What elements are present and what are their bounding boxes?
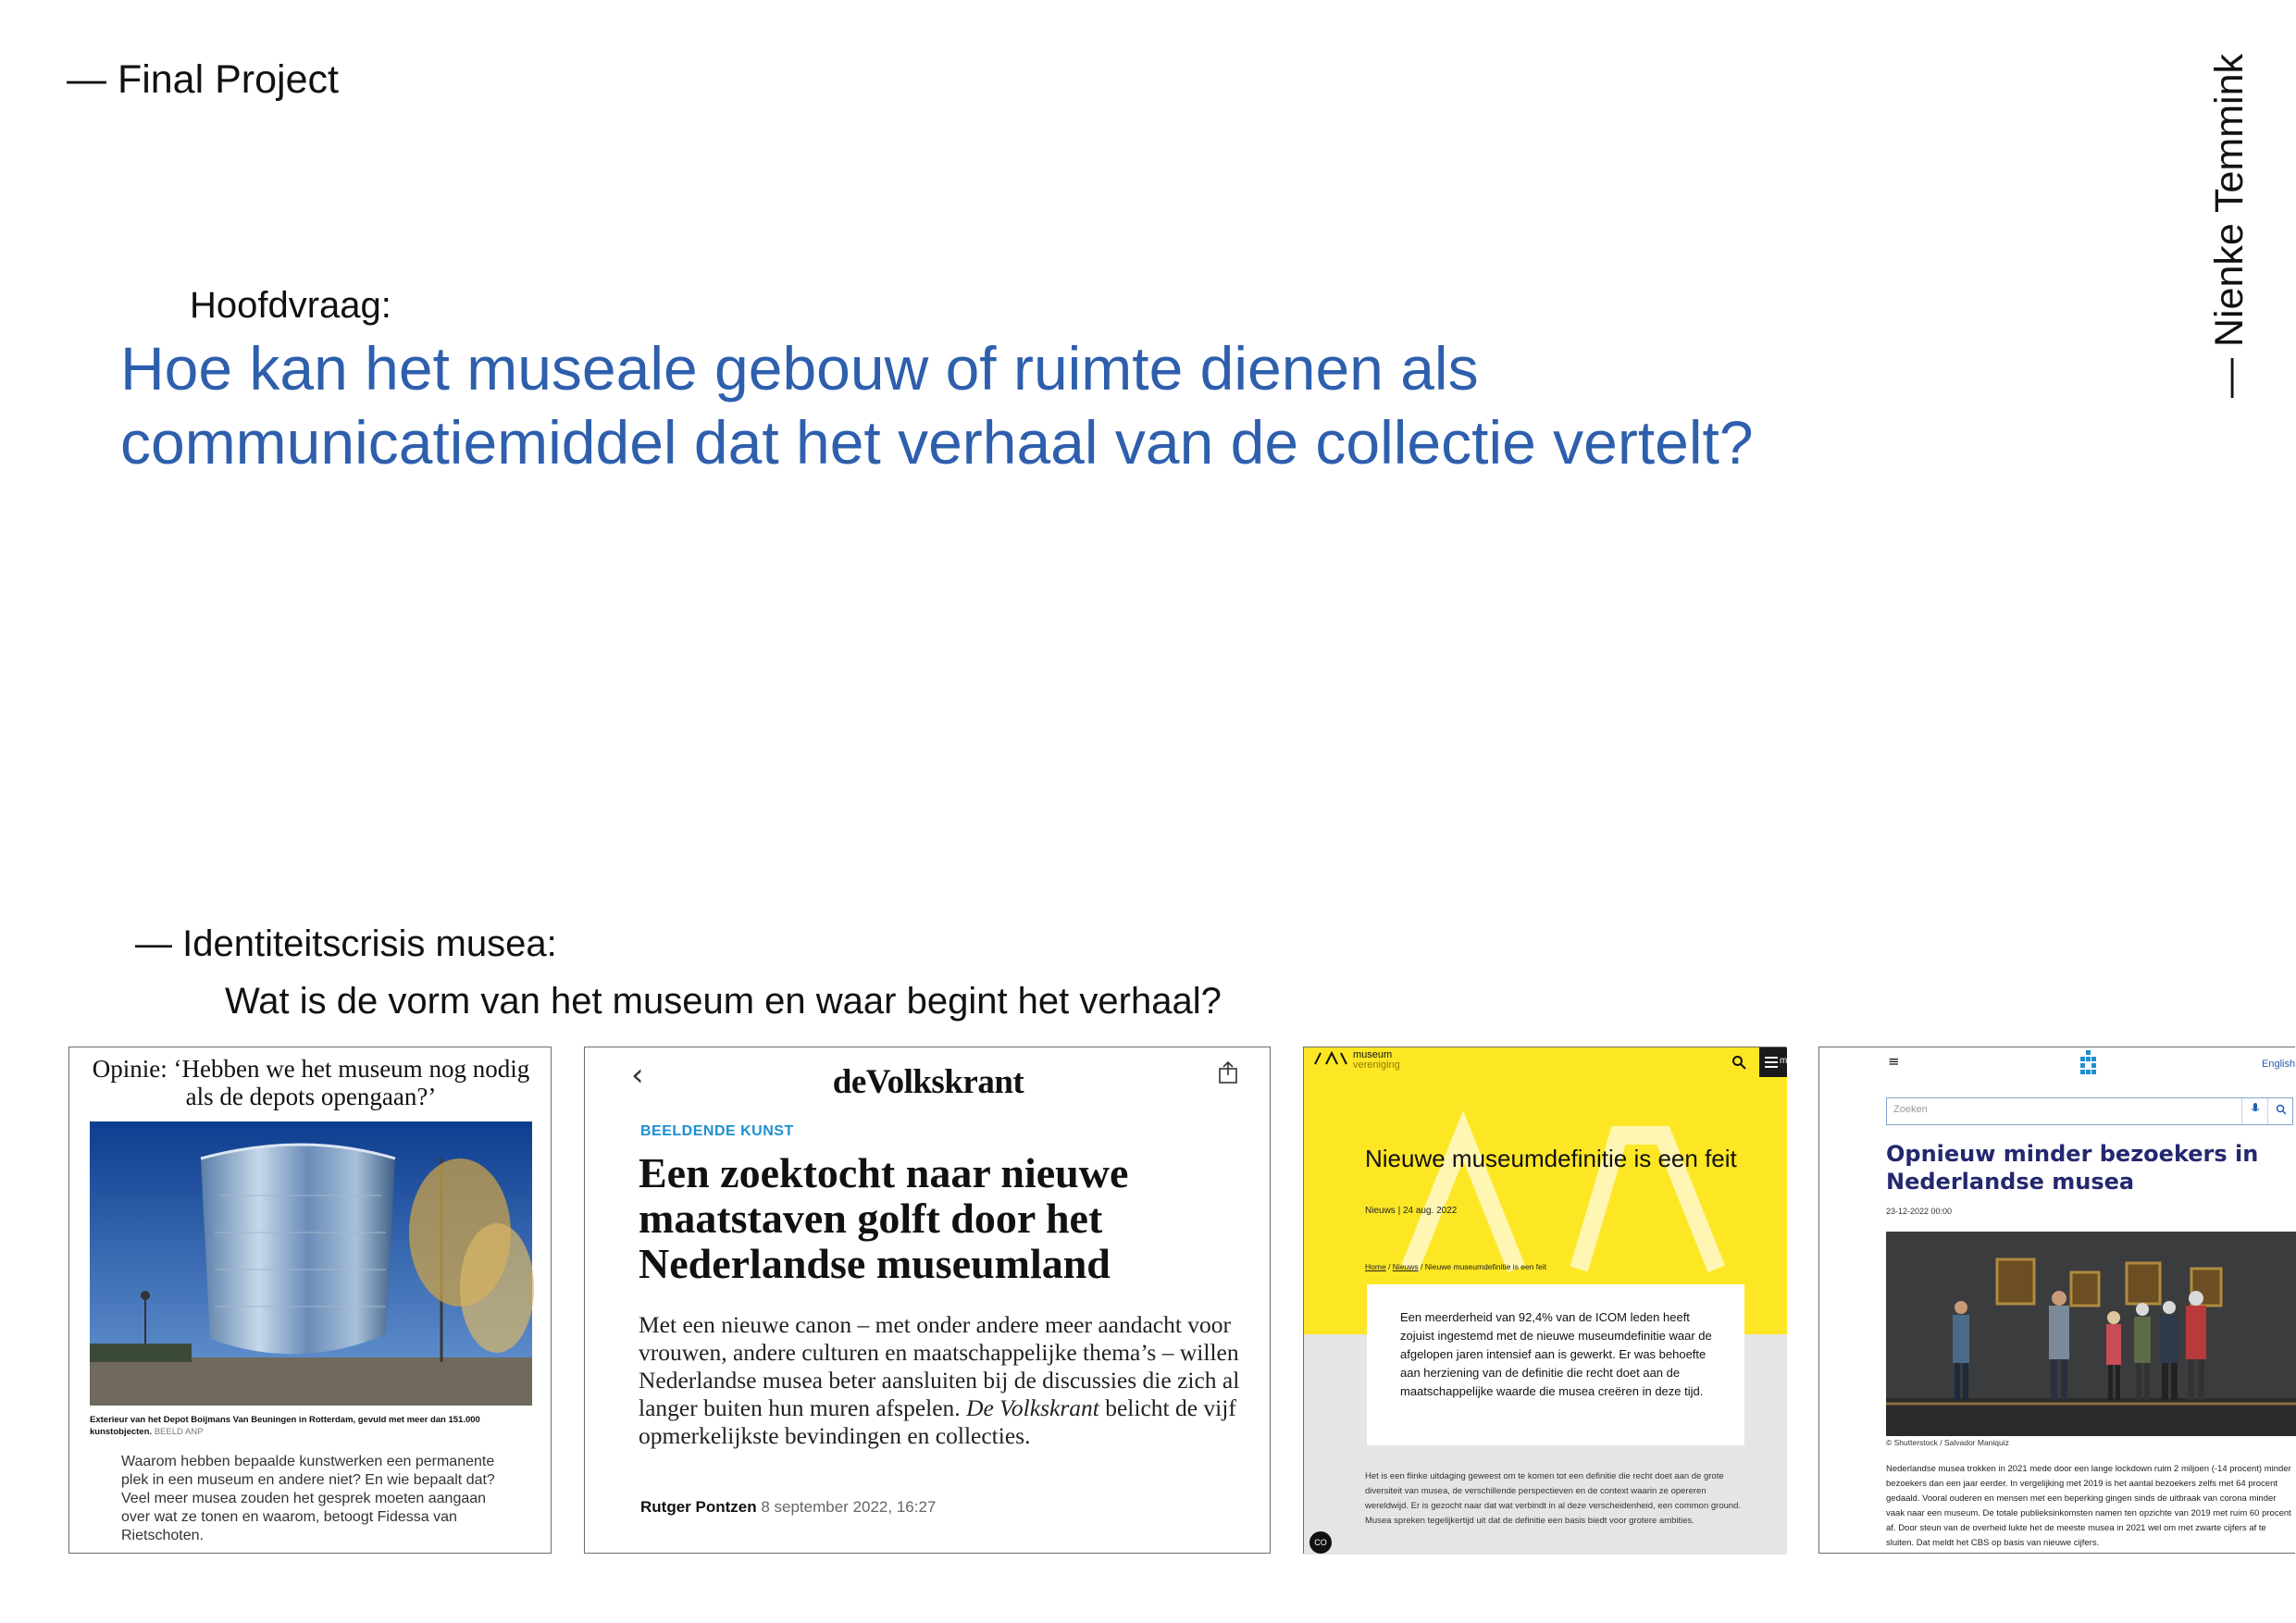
opinie-title: [69, 1055, 552, 1110]
article-date: 8 september 2022, 16:27: [761, 1498, 937, 1516]
opinie-intro: Waarom hebben bepaalde kunstwerken een permanente plek in een museum en andere niet? En wie bepaalt dat? Veel meer musea zouden het gesprek moeten aangaan over wat ze tonen en waarom, betoogt Fidessa van Rietschoten.: [121, 1454, 495, 1543]
sub-heading: — Identiteitscrisis musea:: [135, 923, 557, 964]
main-question-line-1: Hoe kan het museale gebouw of ruimte dienen als: [120, 334, 1479, 403]
article-byline: [640, 1498, 936, 1517]
project-label: — Final Project: [67, 57, 339, 102]
page-title: Nieuwe museumdefinitie is een feit: [1365, 1145, 1737, 1172]
article-body: Nederlandse musea trokken in 2021 mede door een lange lockdown ruim 2 miljoen (-14 procent) minder bezoekers dan een jaar eerder. In vergelijking met 2019 is het aantal bezoekers zelfs met 64 procent gedaald. Vooral ouderen en mensen met een beperking gingen sinds de uitbraak van corona minder vaak naar een museum. De totale publieksinkomsten namen ten opzichte van 2019 met ruim 60 procent af. Door steun van de overheid lukte het de meeste musea in 2021 wel om met zwarte cijfers af te sluiten. Dat meldt het CBS op basis van nieuwe cijfers.: [1886, 1464, 2291, 1548]
question-label: Hoofdvraag:: [190, 285, 391, 326]
museum-visitors-photo: [1886, 1232, 2296, 1436]
museumvereniging-logo-icon[interactable]: [1313, 1051, 1350, 1066]
search-placeholder: Zoeken: [1893, 1104, 1928, 1115]
article-lead-text-end: belicht de vijf opmerkelijkste bevindingen en collecties.: [639, 1394, 1236, 1449]
cookie-badge[interactable]: CO: [1309, 1531, 1332, 1554]
opinie-title-line-1: Opinie: ‘Hebben we het museum nog nodig: [92, 1055, 530, 1083]
back-icon[interactable]: ‹: [631, 1057, 644, 1094]
article-lead-italic: De Volkskrant: [966, 1394, 1099, 1421]
cbs-article-screenshot: [1818, 1047, 2295, 1554]
microphone-button[interactable]: [2241, 1098, 2268, 1124]
photo-credit: BEELD ANP: [154, 1427, 204, 1437]
main-question-line-2: communicatiemiddel dat het verhaal van de collectie vertelt?: [120, 408, 1754, 477]
article-headline: Een zoektocht naar nieuwe maatstaven golft door het Nederlandse museumland: [639, 1149, 1129, 1287]
volkskrant-article-screenshot: [584, 1047, 1271, 1554]
menu-label: m: [1780, 1056, 1788, 1066]
breadcrumb-current: Nieuwe museumdefinitie is een feit: [1424, 1262, 1547, 1271]
microphone-icon: [2251, 1102, 2260, 1115]
cbs-logo-icon[interactable]: [2079, 1049, 2099, 1077]
article-title: Opnieuw minder bezoekers in Nederlandse musea: [1886, 1141, 2259, 1195]
article-date: 23-12-2022 00:00: [1886, 1207, 1953, 1216]
volkskrant-logo: deVolkskrant: [832, 1063, 1024, 1101]
photo-caption-text: Exterieur van het Depot Boijmans Van Beuningen in Rotterdam, gevuld met meer dan 151.000 kunstobjecten.: [90, 1415, 480, 1437]
article-lead: [639, 1311, 1240, 1450]
author-name: — Nienke Temmink: [2207, 54, 2252, 398]
article-lead-text: Met een nieuwe canon – met onder andere meer aandacht voor vrouwen, andere culturen en maatschappelijke thema’s – willen Nederlandse musea beter aansluiten bij de discussies die zich al langer buiten hun muren afspelen.: [639, 1311, 1240, 1421]
sub-question: Wat is de vorm van het museum en waar begint het verhaal?: [225, 981, 1222, 1022]
body-text: Het is een flinke uitdaging geweest om te komen tot een definitie die recht doet aan de grote diversiteit van musea, de verschillende perspectieven en de context waarin ze opereren wereldwijd. Er is gezocht naar dat wat verbindt in al deze verscheidenheid, een common ground. Musea spreken tegelijkertijd uit dat de definitie een basis biedt voor grotere ambities.: [1365, 1471, 1742, 1526]
article-rubric: BEELDENDE KUNST: [640, 1123, 794, 1139]
opinie-title-line-2: als de depots opengaan?’: [185, 1083, 437, 1110]
search-button[interactable]: [2267, 1098, 2294, 1124]
search-icon: [2276, 1104, 2287, 1115]
museumvereniging-page-screenshot: [1303, 1047, 1786, 1554]
intro-text: Een meerderheid van 92,4% van de ICOM leden heeft zojuist ingestemd met de nieuwe museumdefinitie waar de afgelopen jaren intensief aan is gewerkt. Er was behoefte aan herziening van de definitie die recht doet aan de maatschappelijke waarde die musea creëren in deze tijd.: [1400, 1310, 1712, 1398]
search-input[interactable]: [1886, 1097, 2293, 1125]
photo-credit: © Shutterstock / Salvador Maniquiz: [1886, 1438, 2009, 1447]
article-author[interactable]: Rutger Pontzen: [640, 1498, 757, 1516]
menu-button[interactable]: [1759, 1047, 1787, 1077]
breadcrumb: Home / Nieuws / Nieuwe museumdefinitie is een feit: [1365, 1262, 1547, 1271]
hamburger-icon[interactable]: ≡: [1888, 1053, 1900, 1070]
photo-caption: [90, 1414, 532, 1438]
logo-line-2: vereniging: [1353, 1059, 1400, 1071]
language-link[interactable]: English: [2262, 1059, 2296, 1070]
news-meta: Nieuws | 24 aug. 2022: [1365, 1206, 1458, 1216]
breadcrumb-home[interactable]: Home: [1365, 1262, 1386, 1271]
depot-boijmans-photo: [90, 1121, 532, 1406]
museumvereniging-logo[interactable]: [1353, 1050, 1400, 1071]
main-question: [120, 331, 1971, 479]
search-icon[interactable]: [1731, 1055, 1746, 1070]
opinie-article-screenshot: [68, 1047, 552, 1554]
logo-line-1: museum: [1353, 1049, 1393, 1060]
breadcrumb-news[interactable]: Nieuws: [1392, 1262, 1419, 1271]
share-icon[interactable]: [1218, 1060, 1238, 1084]
